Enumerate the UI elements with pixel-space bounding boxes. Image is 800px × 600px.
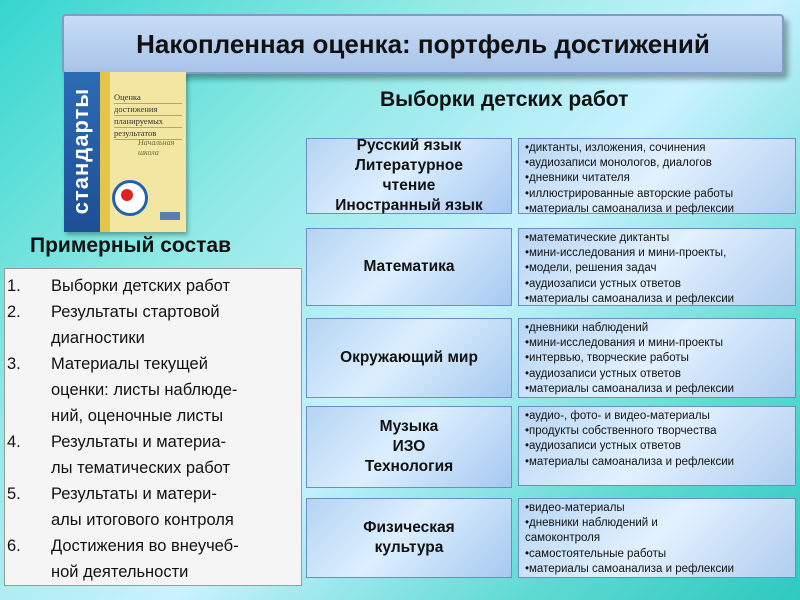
subject-name-line: Математика bbox=[363, 258, 455, 275]
book-cover-line: Оценка bbox=[114, 92, 182, 104]
material-item: •интервью, творческие работы bbox=[525, 352, 689, 365]
page-title: Накопленная оценка: портфель достижений bbox=[136, 28, 710, 59]
book-cover-image bbox=[64, 72, 186, 232]
subject-name-line: Иностранный язык bbox=[335, 197, 483, 214]
material-item: •видео-материалы bbox=[525, 502, 625, 514]
material-item: •продукты собственного творчества bbox=[525, 425, 717, 438]
title-banner bbox=[62, 14, 784, 74]
composition-list-box bbox=[4, 268, 302, 586]
material-item: •дневники наблюдений bbox=[525, 322, 649, 334]
selections-title: Выборки детских работ bbox=[380, 88, 629, 111]
subject-name-line: культура bbox=[374, 539, 444, 556]
composition-item-number: 1. bbox=[7, 277, 21, 295]
material-item: •самостоятельные работы bbox=[525, 547, 667, 560]
composition-item-number: 2. bbox=[7, 303, 21, 321]
material-item: •диктанты, изложения, сочинения bbox=[525, 142, 706, 154]
material-item: самоконтроля bbox=[525, 532, 601, 545]
composition-item-text: Материалы текущей bbox=[51, 355, 208, 373]
composition-item-number: 3. bbox=[7, 355, 21, 373]
composition-item bbox=[5, 533, 301, 585]
composition-item-text: оценки: листы наблюде- bbox=[51, 381, 238, 399]
subject-name-line: Музыка bbox=[379, 418, 439, 435]
material-item: •аудиозаписи монологов, диалогов bbox=[525, 157, 712, 170]
subject-box bbox=[306, 406, 512, 488]
book-cover-line: достижения bbox=[114, 104, 182, 116]
subject-box bbox=[306, 318, 512, 398]
composition-item-text: Результаты и матери- bbox=[51, 485, 217, 503]
subject-materials-box bbox=[518, 228, 796, 306]
book-cover-title bbox=[114, 92, 182, 140]
subject-name bbox=[365, 417, 453, 477]
subject-name-line: Литературное bbox=[354, 157, 463, 174]
subject-name bbox=[363, 518, 454, 558]
material-item: •иллюстрированные авторские работы bbox=[525, 187, 734, 200]
subject-name-line: Русский язык bbox=[356, 137, 462, 154]
material-item: •материалы самоанализа и рефлексии bbox=[525, 562, 735, 575]
composition-item-text: алы итогового контроля bbox=[51, 511, 234, 529]
book-stripe bbox=[100, 72, 110, 232]
subject-name-line: Технология bbox=[364, 458, 454, 475]
composition-item-text: Результаты стартовой bbox=[51, 303, 220, 321]
book-cover-line: планируемых bbox=[114, 116, 182, 128]
composition-item bbox=[5, 273, 301, 299]
subject-name bbox=[340, 348, 478, 368]
book-cover-subtitle: Начальная школа bbox=[138, 138, 175, 157]
composition-item-text: Достижения во внеучеб- bbox=[51, 537, 239, 555]
composition-item-text: ний, оценочные листы bbox=[51, 407, 224, 425]
composition-item-number: 6. bbox=[7, 537, 21, 555]
publisher-logo-icon bbox=[160, 212, 180, 220]
composition-item-text: лы тематических работ bbox=[51, 459, 231, 477]
subject-materials-box bbox=[518, 498, 796, 578]
material-item: •мини-исследования и мини-проекты, bbox=[525, 247, 727, 260]
material-item: •материалы самоанализа и рефлексии bbox=[525, 455, 735, 468]
composition-item-text: Результаты и материа- bbox=[51, 433, 227, 451]
composition-item-text: диагностики bbox=[51, 329, 145, 347]
subject-name bbox=[335, 136, 483, 216]
book-spine bbox=[64, 72, 100, 232]
material-item: •аудиозаписи устных ответов bbox=[525, 367, 681, 380]
composition-item-number: 4. bbox=[7, 433, 21, 451]
material-item: •модели, решения задач bbox=[525, 262, 657, 275]
subject-name-line: Окружающий мир bbox=[340, 349, 478, 366]
subject-name-line: чтение bbox=[382, 177, 436, 194]
composition-item bbox=[5, 481, 301, 533]
book-spine-text: стандарты bbox=[68, 87, 93, 215]
subject-name-line: ИЗО bbox=[392, 438, 426, 455]
composition-list bbox=[5, 269, 301, 585]
subject-name bbox=[363, 257, 454, 277]
material-item: •материалы самоанализа и рефлексии bbox=[525, 292, 735, 305]
emblem-icon bbox=[112, 180, 148, 216]
material-item: •материалы самоанализа и рефлексии bbox=[525, 202, 735, 215]
subject-box bbox=[306, 498, 512, 578]
subject-materials-box bbox=[518, 406, 796, 486]
composition-item-number: 5. bbox=[7, 485, 21, 503]
subject-materials-box bbox=[518, 138, 796, 214]
composition-title: Примерный состав bbox=[30, 234, 232, 257]
material-item: •аудиозаписи устных ответов bbox=[525, 277, 681, 290]
composition-item bbox=[5, 299, 301, 351]
book-cover-line: результатов bbox=[114, 128, 182, 140]
material-item: •материалы самоанализа и рефлексии bbox=[525, 382, 735, 395]
material-item: •мини-исследования и мини-проекты bbox=[525, 337, 724, 350]
subject-box bbox=[306, 138, 512, 214]
composition-item-text: Выборки детских работ bbox=[51, 277, 231, 295]
composition-item bbox=[5, 351, 301, 429]
subject-materials-box bbox=[518, 318, 796, 398]
material-item: •дневники читателя bbox=[525, 172, 630, 185]
composition-item bbox=[5, 429, 301, 481]
subject-box bbox=[306, 228, 512, 306]
composition-item-text: ной деятельности bbox=[51, 563, 189, 581]
material-item: •аудиозаписи устных ответов bbox=[525, 440, 681, 453]
material-item: •аудио-, фото- и видео-материалы bbox=[525, 410, 710, 422]
subject-name-line: Физическая bbox=[363, 519, 455, 536]
material-item: •дневники наблюдений и bbox=[525, 517, 658, 530]
material-item: •математические диктанты bbox=[525, 232, 670, 244]
